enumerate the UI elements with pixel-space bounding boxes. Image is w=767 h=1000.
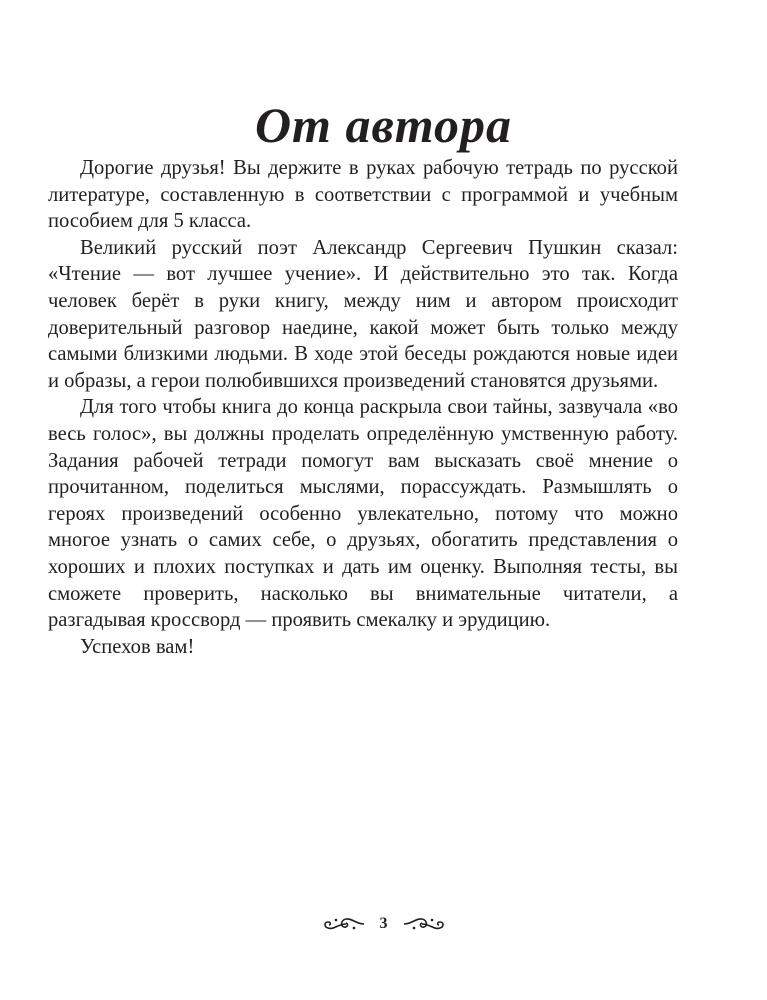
page-number: 3 <box>379 915 388 932</box>
paragraph: Великий русский поэт Александр Сергеевич Пушкин сказал: «Чтение — вот лучшее учение». И действительно это так. Когда человек берёт в руки книгу, между ним и автором происходит доверительный разговор наедине, какой может быть только между самыми близкими людьми. В ходе этой беседы рождаются новые идеи и образы, а герои полюбившихся произведений становятся друзьями. <box>48 236 678 392</box>
body-text <box>48 155 678 660</box>
page-footer <box>0 908 767 940</box>
flourish-ornament-right-icon <box>402 913 446 935</box>
paragraph: Для того чтобы книга до конца раскрыла свои тайны, зазвучала «во весь голос», вы должны проделать определённую умственную работу. Задания рабочей тетради помогут вам высказать своё мнение о прочитанном, поделиться мыслями, порассуждать. Размышлять о героях произведений особенно увлекательно, потому что можно многое узнать о самих себе, о друзьях, обогатить представления о хороших и плохих поступках и дать им оценку. Выполняя тесты, вы сможете проверить, насколько вы внимательные читатели, а разгадывая кроссворд — проявить смекалку и эрудицию. <box>48 396 678 632</box>
flourish-ornament-left-icon <box>322 913 366 935</box>
paragraph: Дорогие друзья! Вы держите в руках рабочую тетрадь по русской литературе, составленную в соответствии с программой и учебным пособием для 5 класса. <box>48 157 678 233</box>
paragraph: Успехов вам! <box>80 635 195 658</box>
page-title: От автора <box>254 96 513 153</box>
